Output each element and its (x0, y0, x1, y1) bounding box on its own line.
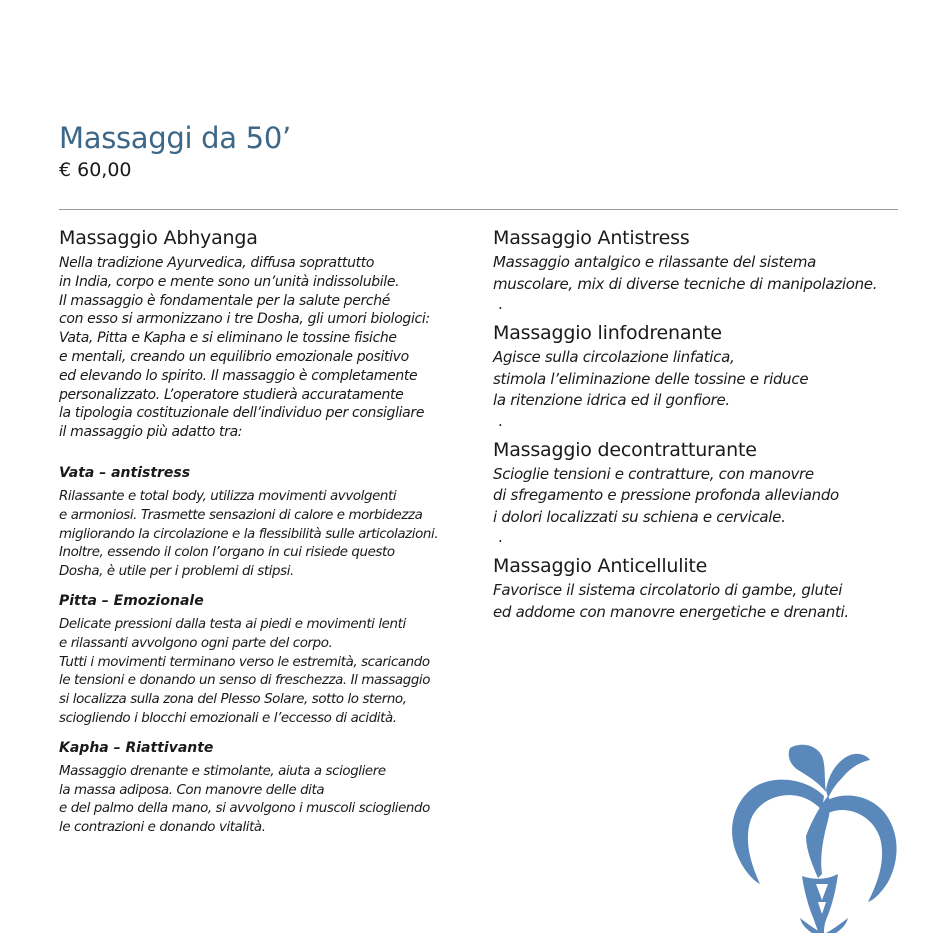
antistress-section (493, 226, 913, 315)
abhyanga-intro: Nella tradizione Ayurvedica, diffusa soprattutto in India, corpo e mente sono un’unità indissolubile. Il massaggio è fondamentale per la salute perché con esso si armonizzano i tre Dosha, gli umori biologici: Vata, Pitta e Kapha e si eliminano le tossine fisiche e mentali, creando un equilibrio emozionale positivo ed elevando lo spirito. Il massaggio è completamente personalizzato. L’operatore studierà accuratamente la tipologia costituzionale dell’individuo per consigliare il massaggio più adatto tra: (59, 255, 430, 441)
decontratturante-description: Scioglie tensioni e contratture, con manovre di sfregamento e pressione profonda alleviando i dolori localizzati su schiena e cervicale. (493, 464, 839, 526)
page-title: Massaggi da 50’ (59, 121, 291, 155)
antistress-trailing-dot: . (498, 295, 503, 313)
antistress-heading: Massaggio Antistress (493, 227, 690, 249)
stylized-plant-logo-icon (728, 740, 900, 933)
anticellulite-heading: Massaggio Anticellulite (493, 555, 708, 577)
antistress-description: Massaggio antalgico e rilassante del sistema muscolare, mix di diverse tecniche di manipolazione. (493, 253, 878, 293)
right-column (493, 226, 913, 623)
price-label: € 60,00 (59, 159, 132, 181)
anticellulite-section (493, 554, 913, 623)
decontratturante-section (493, 438, 913, 549)
linfodrenante-description: Agisce sulla circolazione linfatica, stimola l’eliminazione delle tossine e riduce la ritenzione idrica ed il gonfiore. (493, 348, 809, 409)
pitta-title: Pitta – Emozionale (59, 592, 204, 609)
left-column (59, 226, 479, 838)
decontratturante-heading: Massaggio decontratturante (493, 438, 757, 461)
anticellulite-description: Favorisce il sistema circolatorio di gambe, glutei ed addome con manovre energetiche e drenanti. (493, 581, 849, 621)
linfodrenante-trailing-dot: . (498, 411, 503, 430)
decontratturante-trailing-dot: . (498, 528, 503, 546)
divider (59, 209, 898, 210)
logo-shape (732, 745, 896, 933)
pitta-description: Delicate pressioni dalla testa ai piedi e movimenti lenti e rilassanti avvolgono ogni parte del corpo. Tutti i movimenti terminano verso le estremità, scaricando le tensioni e donando un senso di freschezza. Il massaggio si localizza sulla zona del Plesso Solare, sotto lo sterno, sciogliendo i blocchi emozionali e l’eccesso di acidità. (59, 616, 431, 726)
vata-description: Rilassante e total body, utilizza movimenti avvolgenti e armoniosi. Trasmette sensazioni di calore e morbidezza migliorando la circolazione e la flessibilità sulle articolazioni. Inoltre, essendo il colon l’organo in cui risiede questo Dosha, è utile per i problemi di stipsi. (59, 488, 439, 580)
linfodrenante-heading: Massaggio linfodrenante (493, 322, 722, 344)
kapha-description: Massaggio drenante e stimolante, aiuta a sciogliere la massa adiposa. Con manovre delle dita e del palmo della mano, si avvolgono i muscoli sciogliendo le contrazioni e donando vitalità. (59, 763, 430, 836)
vata-title: Vata – antistress (59, 464, 191, 481)
linfodrenante-section (493, 321, 913, 432)
kapha-title: Kapha – Riattivante (59, 739, 214, 756)
abhyanga-heading: Massaggio Abhyanga (59, 227, 258, 249)
